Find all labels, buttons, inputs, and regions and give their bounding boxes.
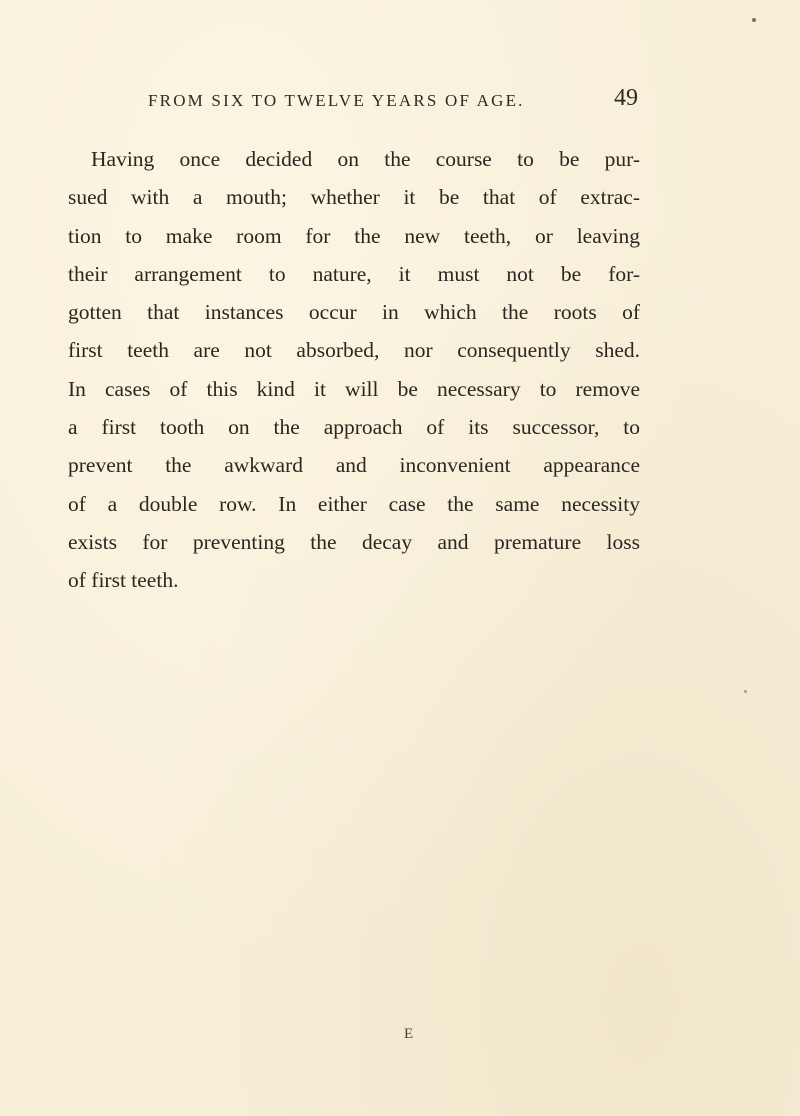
page-number: 49	[614, 85, 638, 111]
text-line: Having once decided on the course to be pur-	[91, 147, 640, 171]
text-line: gotten that instances occur in which the roots of	[68, 300, 640, 325]
running-title: FROM SIX TO TWELVE YEARS OF AGE.	[148, 91, 525, 110]
text-line: of first teeth.	[68, 568, 179, 593]
text-line: exists for preventing the decay and premature loss	[68, 529, 640, 554]
running-head	[148, 87, 668, 115]
body-paragraph	[68, 140, 640, 600]
text-line: first teeth are not absorbed, nor consequently shed.	[68, 338, 640, 363]
text-line: a first tooth on the approach of its successor, to	[68, 415, 640, 440]
text-line: of a double row. In either case the same necessity	[68, 491, 640, 516]
text-line: In cases of this kind it will be necessary to remove	[68, 376, 640, 401]
paper-speck	[520, 158, 522, 160]
paper-speck	[752, 18, 756, 22]
text-line: sued with a mouth; whether it be that of extrac-	[68, 185, 640, 210]
text-line: tion to make room for the new teeth, or leaving	[68, 223, 640, 248]
signature-mark: E	[404, 1026, 414, 1042]
text-line: their arrangement to nature, it must not be for-	[68, 261, 640, 286]
paper-speck	[744, 690, 747, 693]
text-line: prevent the awkward and inconvenient appearance	[68, 453, 640, 478]
